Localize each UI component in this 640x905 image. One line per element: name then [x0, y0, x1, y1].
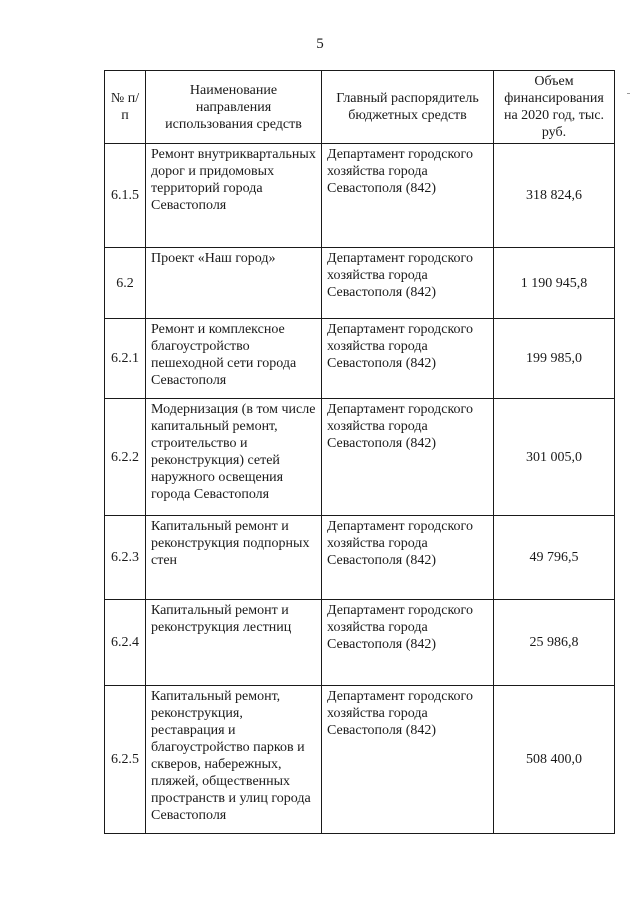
scan-mark	[627, 93, 630, 94]
row-amount: 318 824,6	[494, 144, 615, 248]
row-num: 6.2.4	[105, 600, 146, 686]
row-num: 6.2.1	[105, 319, 146, 399]
row-name: Капитальный ремонт и реконструкция подпорных стен	[146, 516, 322, 600]
header-dept: Главный распорядитель бюджетных средств	[322, 71, 494, 144]
row-amount: 199 985,0	[494, 319, 615, 399]
table-row	[105, 319, 615, 399]
table-row	[105, 686, 615, 834]
table-row	[105, 144, 615, 248]
row-dept: Департамент городского хозяйства города Севастополя (842)	[322, 399, 494, 516]
row-name: Ремонт внутриквартальных дорог и придомовых территорий города Севастополя	[146, 144, 322, 248]
row-num: 6.2.2	[105, 399, 146, 516]
page-number: 5	[316, 36, 324, 52]
header-name: Наименование направления использования средств	[146, 71, 322, 144]
row-name: Ремонт и комплексное благоустройство пешеходной сети города Севастополя	[146, 319, 322, 399]
row-num: 6.2.5	[105, 686, 146, 834]
row-name: Модернизация (в том числе капитальный ремонт, строительство и реконструкция) сетей наружного освещения города Севастополя	[146, 399, 322, 516]
row-amount: 49 796,5	[494, 516, 615, 600]
table-row	[105, 516, 615, 600]
row-amount: 1 190 945,8	[494, 248, 615, 319]
row-dept: Департамент городского хозяйства города Севастополя (842)	[322, 319, 494, 399]
row-dept: Департамент городского хозяйства города Севастополя (842)	[322, 144, 494, 248]
row-num: 6.1.5	[105, 144, 146, 248]
budget-table	[104, 70, 615, 834]
table-row	[105, 600, 615, 686]
table-row	[105, 399, 615, 516]
row-name: Капитальный ремонт и реконструкция лестниц	[146, 600, 322, 686]
table-header-row	[105, 71, 615, 144]
header-amount: Объем финансирования на 2020 год, тыс. руб.	[494, 71, 615, 144]
row-name: Капитальный ремонт, реконструкция, реставрация и благоустройство парков и скверов, набережных, пляжей, общественных пространств и улиц города Севастополя	[146, 686, 322, 834]
row-name: Проект «Наш город»	[146, 248, 322, 319]
row-dept: Департамент городского хозяйства города Севастополя (842)	[322, 686, 494, 834]
row-num: 6.2.3	[105, 516, 146, 600]
row-dept: Департамент городского хозяйства города Севастополя (842)	[322, 600, 494, 686]
table-row	[105, 248, 615, 319]
row-dept: Департамент городского хозяйства города Севастополя (842)	[322, 248, 494, 319]
row-amount: 25 986,8	[494, 600, 615, 686]
row-num: 6.2	[105, 248, 146, 319]
row-amount: 301 005,0	[494, 399, 615, 516]
header-num: № п/п	[105, 71, 146, 144]
row-dept: Департамент городского хозяйства города Севастополя (842)	[322, 516, 494, 600]
row-amount: 508 400,0	[494, 686, 615, 834]
